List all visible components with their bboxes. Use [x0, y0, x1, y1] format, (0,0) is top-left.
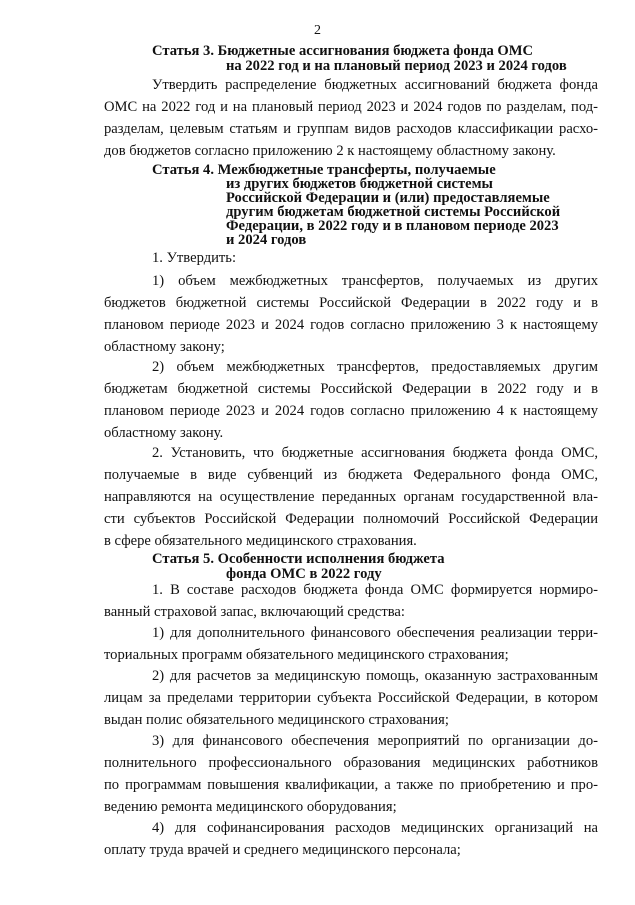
article-4-heading-line: и 2024 годов [226, 232, 307, 248]
article-4-heading-line: Федерации, в 2022 году и в плановом периоде 2023 [226, 218, 559, 234]
paragraph-line: лицам за пределами территории субъекта Российской Федерации, в котором [104, 690, 598, 706]
paragraph-line: дов бюджетов согласно приложению 2 к настоящему областному закону. [104, 143, 556, 159]
paragraph-line: областному закону; [104, 339, 225, 355]
paragraph-line: выдан полис обязательного медицинского страхования; [104, 712, 449, 728]
paragraph-line: в сфере обязательного медицинского страхования. [104, 533, 417, 549]
paragraph-line: получаемые в виде субвенций из бюджета Федерального фонда ОМС, [104, 467, 598, 483]
article-5-heading-line: фонда ОМС в 2022 году [226, 566, 382, 582]
paragraph-line: 2) для расчетов за медицинскую помощь, оказанную застрахованным [152, 668, 598, 684]
paragraph-line: 1) объем межбюджетных трансфертов, получаемых из других [152, 273, 598, 289]
paragraph-line: 2. Установить, что бюджетные ассигнования бюджета фонда ОМС, [152, 445, 598, 461]
paragraph-line: 1. Утвердить: [152, 250, 237, 266]
paragraph-line: бюджетов бюджетной системы Российской Федерации в 2022 году и в [104, 295, 598, 311]
paragraph-line: оплату труда врачей и среднего медицинского персонала; [104, 842, 461, 858]
paragraph-line: 4) для софинансирования расходов медицинских организаций на [152, 820, 598, 836]
paragraph-line: полнительного профессионального образования медицинских работников [104, 755, 598, 771]
article-4-heading-line: Российской Федерации и (или) предоставляемые [226, 190, 550, 206]
paragraph-line: плановом периоде 2023 и 2024 годов согласно приложению 4 к настоящему [104, 403, 598, 419]
paragraph-line: сти субъектов Российской Федерации полномочий Российской Федерации [104, 511, 598, 527]
paragraph-line: 1) для дополнительного финансового обеспечения реализации терри- [152, 625, 598, 641]
article-5-heading-line: Статья 5. Особенности исполнения бюджета [152, 551, 445, 567]
paragraph-line: по программам повышения квалификации, а также по приобретению и про- [104, 777, 598, 793]
paragraph-line: 1. В составе расходов бюджета фонда ОМС формируется нормиро- [152, 582, 598, 598]
paragraph-line: разделам, целевым статьям и группам видов расходов классификации расхо- [104, 121, 598, 137]
article-3-heading-line: на 2022 год и на плановый период 2023 и 2024 годов [226, 58, 567, 74]
paragraph-line: ториальных программ обязательного медицинского страхования; [104, 647, 509, 663]
paragraph-line: ведению ремонта медицинского оборудования; [104, 799, 397, 815]
article-4-heading-line: из других бюджетов бюджетной системы [226, 176, 493, 192]
paragraph-line: Утвердить распределение бюджетных ассигнований бюджета фонда [152, 77, 598, 93]
page-number: 2 [314, 23, 321, 38]
article-4-heading-line: другим бюджетам бюджетной системы Российской [226, 204, 561, 220]
article-4-heading-line: Статья 4. Межбюджетные трансферты, получаемые [152, 162, 496, 178]
paragraph-line: ванный страховой запас, включающий средства: [104, 604, 405, 620]
article-3-heading-line: Статья 3. Бюджетные ассигнования бюджета фонда ОМС [152, 43, 534, 59]
paragraph-line: 2) объем межбюджетных трансфертов, предоставляемых другим [152, 359, 598, 375]
paragraph-line: областному закону. [104, 425, 224, 441]
paragraph-line: плановом периоде 2023 и 2024 годов согласно приложению 3 к настоящему [104, 317, 598, 333]
paragraph-line: 3) для финансового обеспечения мероприятий по организации до- [152, 733, 598, 749]
paragraph-line: направляются на осуществление переданных органам государственной вла- [104, 489, 598, 505]
paragraph-line: ОМС на 2022 год и на плановый период 2023 и 2024 годов по разделам, под- [104, 99, 598, 115]
paragraph-line: бюджетам бюджетной системы Российской Федерации в 2022 году и в [104, 381, 598, 397]
